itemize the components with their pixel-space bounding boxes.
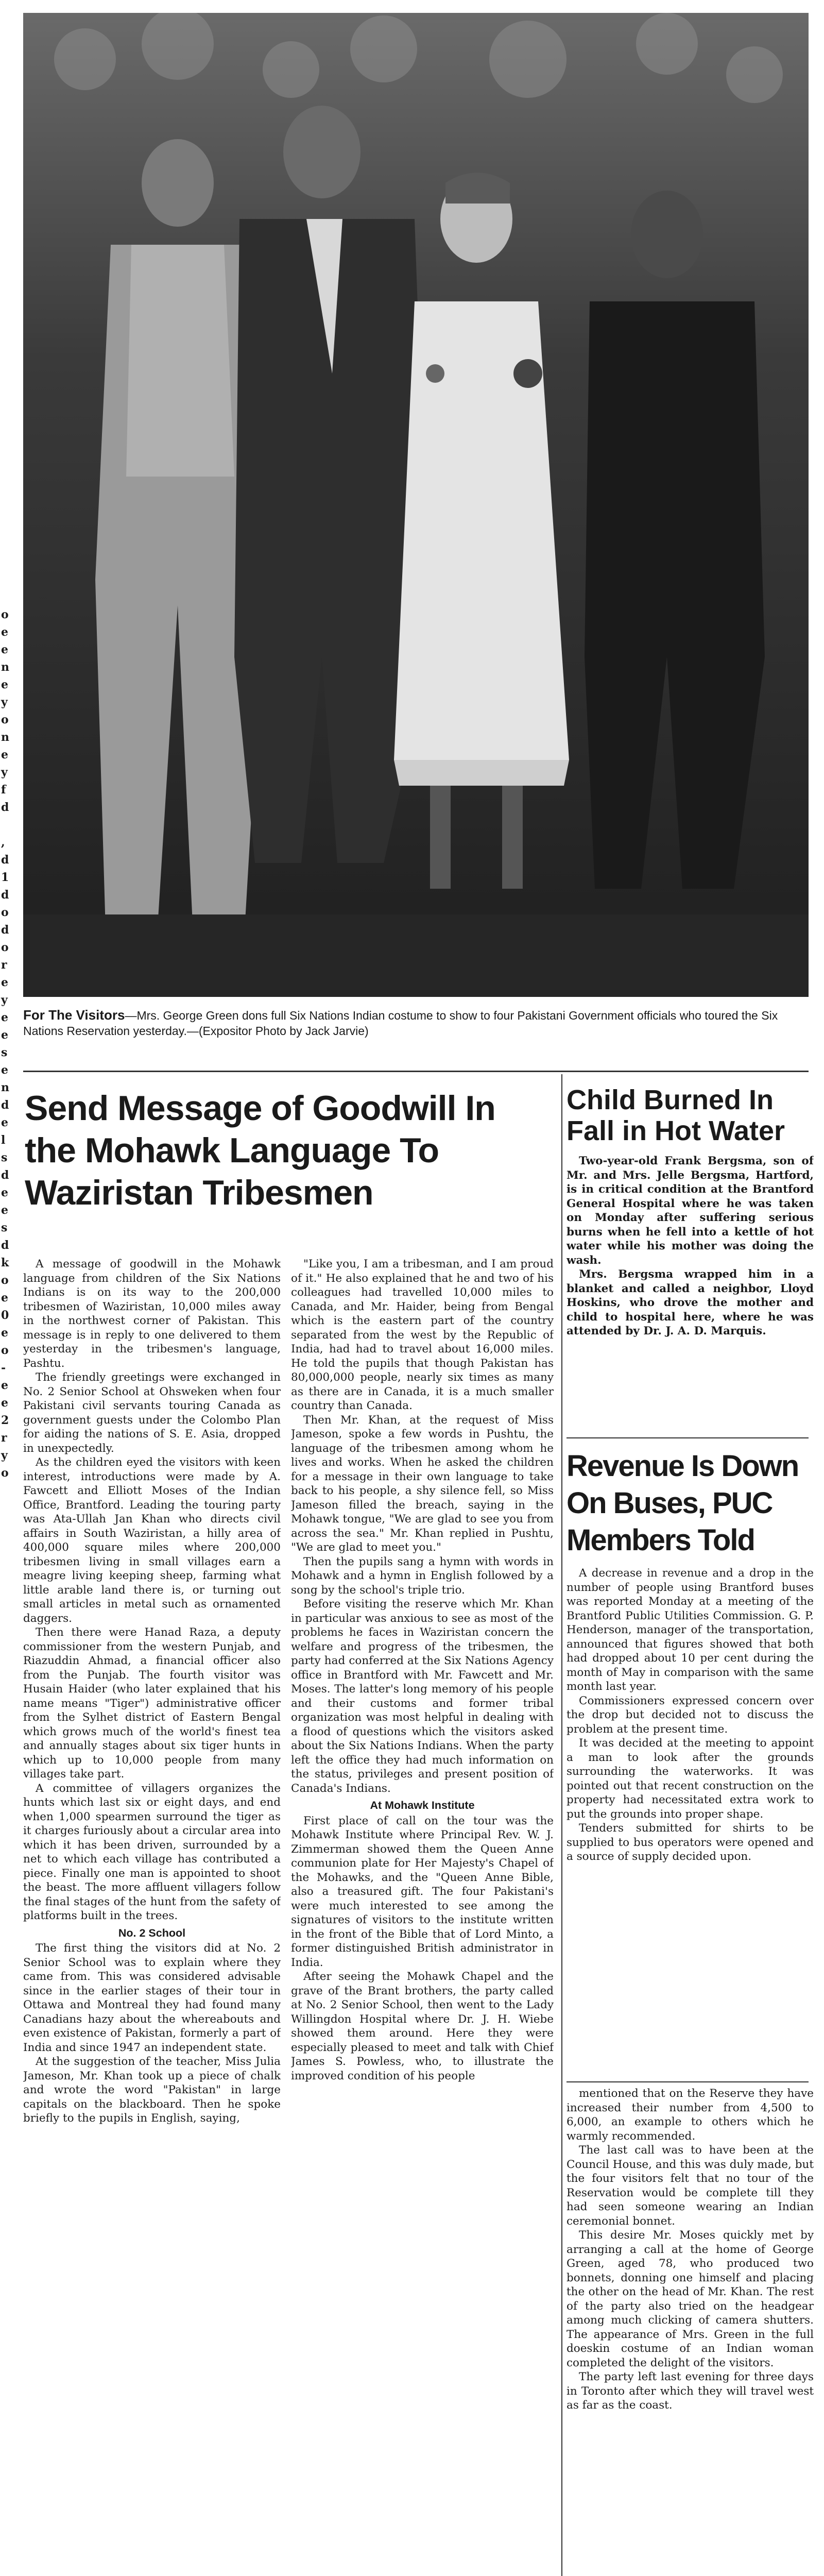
margin-fragment: d bbox=[1, 1098, 9, 1112]
margin-fragment: r bbox=[1, 958, 7, 972]
column-rule bbox=[561, 1074, 562, 2576]
margin-fragment: o bbox=[1, 1466, 9, 1480]
margin-fragment: e bbox=[1, 1028, 8, 1042]
margin-fragment: e bbox=[1, 1396, 8, 1410]
photo-caption bbox=[23, 1007, 809, 1039]
col3-paragraph: The last call was to have been at the Council House, and this was duly made, but the four visitors felt that no tour of the Reservation would be complete till they had seen someone wearing an Indian ceremonial bonnet. bbox=[566, 2144, 814, 2228]
margin-fragment: l bbox=[1, 1133, 6, 1147]
main-article-col2 bbox=[291, 1257, 554, 2576]
margin-fragment: s bbox=[1, 1151, 8, 1164]
revenue-paragraph: Commissioners expressed concern over the drop but decided not to discuss the problem at the present time. bbox=[566, 1694, 814, 1736]
margin-fragment: e bbox=[1, 1186, 8, 1199]
margin-fragment: y bbox=[1, 993, 8, 1007]
main-article-col1 bbox=[23, 1257, 281, 2576]
child-article bbox=[566, 1154, 814, 1463]
left-margin-fragments bbox=[0, 0, 12, 2576]
child-headline: Child Burned In Fall in Hot Water bbox=[566, 1084, 785, 1146]
margin-fragment: e bbox=[1, 678, 8, 691]
margin-fragment: o bbox=[1, 1274, 9, 1287]
margin-fragment: e bbox=[1, 1326, 8, 1340]
margin-fragment: f bbox=[1, 783, 6, 796]
margin-fragment: e bbox=[1, 1291, 8, 1304]
col1-paragraph: A committee of villagers organizes the hunts which last six or eight days, and end when 1,000 spearmen surround the tiger as it charges furiously about a circular area into which it has been driven, surrounded by a net to which each village has contributed a piece. Finally one man is appointed to shoot the beast. The more affluent villagers follow the final stages of the hunt from the safety of platforms built in the trees. bbox=[23, 1782, 281, 1922]
margin-fragment: y bbox=[1, 766, 8, 779]
col1-paragraph: Then there were Hanad Raza, a deputy commissioner from the western Punjab, and Riazuddin Ahmad, a financial officer also from the Punjab. The fourth visitor was Husain Haider (who later explained that his name means "Tiger") administrative officer from the Sylhet district of Eastern Bengal which grows much of the world's finest tea and annually stages about six tiger hunts in which up to 10,000 people from many villages take part. bbox=[23, 1626, 281, 1781]
margin-fragment: - bbox=[1, 1361, 6, 1375]
margin-fragment: e bbox=[1, 1379, 8, 1392]
margin-fragment: e bbox=[1, 976, 8, 989]
revenue-paragraph: It was decided at the meeting to appoint a man to look after the grounds surrounding the waterworks. It was pointed out that recent construction on the property had necessitated extra work to put the grounds into proper shape. bbox=[566, 1737, 814, 1821]
margin-fragment: e bbox=[1, 748, 8, 761]
child-body: Mrs. Bergsma wrapped him in a blanket and called a neighbor, Lloyd Hoskins, who drove the mother and child to hospital here, where he was attended by Dr. J. A. D. Marquis. bbox=[566, 1268, 814, 1337]
col2-paragraph: After seeing the Mohawk Chapel and the grave of the Brant brothers, the party called at No. 2 Senior School, then went to the Lady Willingdon Hospital where Dr. J. H. Wiebe showed them around. Here they were especially pleased to meet and talk with Chief James S. Powless, who, to illustrate the improved condition of his people bbox=[291, 1970, 554, 2082]
col2-paragraph: Then Mr. Khan, at the request of Miss Jameson, spoke a few words in Pushtu, the language of the tribesmen among whom he lives and works. When he asked the children for a message in their own language to take back to his people, a shy silence fell, so Miss Jameson filled the breach, saying in the Mohawk tongue, "We are glad to see you from across the sea." Mr. Khan replied in Pushtu, "We are glad to meet you." bbox=[291, 1413, 554, 1554]
margin-fragment: r bbox=[1, 1431, 7, 1445]
margin-fragment: , bbox=[1, 836, 5, 849]
col2-paragraph: Then the pupils sang a hymn with words in Mohawk and a hymn in English followed by a song by the school's triple trio. bbox=[291, 1555, 554, 1597]
margin-fragment: y bbox=[1, 1449, 8, 1462]
col3-paragraph: This desire Mr. Moses quickly met by arranging a call at the home of George Green, aged 78, who produced two bonnets, donning one himself and placing the other on the head of Mr. Khan. The rest of the party also tried on the headgear among much clicking of camera shutters. The appearance of Mrs. Green in the full doeskin costume of an Indian woman completed the delight of the visitors. bbox=[566, 2229, 814, 2369]
col1-paragraph: At the suggestion of the teacher, Miss Julia Jameson, Mr. Khan took up a piece of chalk and wrote the word "Pakistan" in large capitals on the blackboard. Then he spoke briefly to the pupils in English, saying, bbox=[23, 2055, 281, 2125]
margin-fragment: s bbox=[1, 1046, 8, 1059]
margin-fragment: 0 bbox=[1, 1309, 9, 1322]
main-article-col3 bbox=[566, 2087, 814, 2576]
margin-fragment: y bbox=[1, 696, 8, 709]
photo-illustration bbox=[23, 13, 809, 997]
col3-paragraph: The party left last evening for three days in Toronto after which they will travel west as far as the coast. bbox=[566, 2370, 814, 2412]
child-lead: Two-year-old Frank Bergsma, son of Mr. and Mrs. Jelle Bergsma, Hartford, is in critical condition at the Brantford General Hospital where he was taken on Monday after suffering serious burns when he fell into a kettle of hot water while his mother was doing the wash. bbox=[566, 1155, 814, 1267]
margin-fragment: e bbox=[1, 643, 8, 656]
news-photo bbox=[23, 13, 809, 997]
main-headline: Send Message of Goodwill In the Mohawk Language To Waziristan Tribesmen bbox=[25, 1089, 495, 1212]
child-rule bbox=[566, 1437, 809, 1438]
caption-rule bbox=[23, 1071, 809, 1072]
col2-paragraph: First place of call on the tour was the Mohawk Institute where Principal Rev. W. J. Zimmerman showed them the Queen Anne communion plate for Her Majesty's Chapel of the Mohawks, and the "Queen Anne Bible, also a treasured gift. The four Pakistani's were much interested to see among the signatures of visitors to the institute written in the front of the Bible that of Lord Minto, a former distinguished British administrator in India. bbox=[291, 1814, 554, 1969]
margin-fragment: d bbox=[1, 801, 9, 814]
margin-fragment: s bbox=[1, 1221, 8, 1234]
margin-fragment: e bbox=[1, 1116, 8, 1129]
col2-paragraph: "Like you, I am a tribesman, and I am proud of it." He also explained that he and two of his colleagues had travelled 10,000 miles to Canada, and Mr. Haider, being from Bengal which is the eastern part of the country separated from the west by the Republic of India, had had to travel about 16,000 miles. He told the pupils that though Pakistan has 80,000,000 people, nearly six times as many as there are in Canada, it is a much smaller country than Canada. bbox=[291, 1258, 554, 1412]
subhead-no2-school: No. 2 School bbox=[118, 1926, 186, 1939]
margin-fragment: o bbox=[1, 1344, 9, 1357]
margin-fragment: o bbox=[1, 941, 9, 954]
revenue-paragraph: Tenders submitted for shirts to be supplied to bus operators were opened and a source of supply decided upon. bbox=[566, 1822, 814, 1863]
margin-fragment: d bbox=[1, 923, 9, 937]
margin-fragment: e bbox=[1, 1063, 8, 1077]
margin-fragment: d bbox=[1, 888, 9, 902]
margin-fragment: e bbox=[1, 1011, 8, 1024]
margin-fragment: n bbox=[1, 731, 9, 744]
col2-paragraph: Before visiting the reserve which Mr. Khan in particular was anxious to see as most of the problems he faces in Waziristan concern the welfare and progress of the tribesmen, the party had conferred at the Six Nations Agency office in Brantford with Mr. Fawcett and Mr. Moses. The latter's long memory of his people and their customs and former tribal organization was most helpful in dealing with a flood of questions which the visitors asked about the Six Nations Indians. When the party left the office they had much information on the status, privileges and present position of Canada's Indians. bbox=[291, 1598, 554, 1795]
margin-fragment: d bbox=[1, 1168, 9, 1182]
revenue-paragraph: A decrease in revenue and a drop in the number of people using Brantford buses was reported Monday at a meeting of the Brantford Public Utilities Commission. G. P. Henderson, manager of the transportation, announced that figures showed that both had dropped about 10 per cent during the month of May in comparison with the same month last year. bbox=[566, 1567, 814, 1693]
margin-fragment: d bbox=[1, 1239, 9, 1252]
margin-fragment: e bbox=[1, 625, 8, 639]
revenue-rule bbox=[566, 2081, 809, 2082]
margin-fragment: 1 bbox=[1, 871, 9, 884]
revenue-headline: Revenue Is Down On Buses, PUC Members Told bbox=[566, 1449, 799, 1557]
margin-fragment: k bbox=[1, 1256, 9, 1269]
col1-paragraph: The friendly greetings were exchanged in No. 2 Senior School at Ohsweken when four Pakistani civil servants touring Canada as government guests under the Colombo Plan for aiding the nations of S. E. Asia, dropped in unexpectedly. bbox=[23, 1371, 281, 1455]
margin-fragment: o bbox=[1, 608, 9, 621]
subhead-mohawk-institute: At Mohawk Institute bbox=[370, 1799, 475, 1811]
revenue-article bbox=[566, 1566, 814, 2061]
margin-fragment: n bbox=[1, 660, 9, 674]
margin-fragment: o bbox=[1, 713, 9, 726]
margin-fragment: 2 bbox=[1, 1414, 9, 1427]
margin-fragment: o bbox=[1, 906, 9, 919]
caption-lead: For The Visitors bbox=[23, 1007, 125, 1023]
margin-fragment: n bbox=[1, 1081, 9, 1094]
margin-fragment: e bbox=[1, 1204, 8, 1217]
margin-fragment: d bbox=[1, 853, 9, 867]
caption-text: —Mrs. George Green dons full Six Nations Indian costume to show to four Pakistani Government officials who toured the Six Nations Reservation yesterday.—(Expositor Photo by Jack Jarvie) bbox=[23, 1009, 778, 1038]
col1-paragraph: A message of goodwill in the Mohawk language from children of the Six Nations Indians is on its way to the 200,000 tribesmen of Waziristan, 10,000 miles away in the northwest corner of Pakistan. This message is in reply to one delivered to them yesterday in the tribesmen's language, Pashtu. bbox=[23, 1258, 281, 1370]
col1-paragraph: As the children eyed the visitors with keen interest, introductions were made by A. Fawcett and Elliott Moses of the Indian Office, Brantford. Leading the touring party was Ata-Ullah Jan Khan who directs civil affairs in South Waziristan, a hilly area of 400,000 square miles where 200,000 tribesmen living in small villages earn a meagre living keeping sheep, farming what little arable land there is, or turning out small articles in metal such as ornamented daggers. bbox=[23, 1456, 281, 1625]
col1-paragraph: The first thing the visitors did at No. 2 Senior School was to explain where they came from. This was considered advisable since in the earlier stages of their tour in Ottawa and Montreal they had found many Canadians hazy about the whereabouts and even existence of Pakistan, formerly a part of India and since 1947 an independent state. bbox=[23, 1942, 281, 2054]
col3-paragraph: mentioned that on the Reserve they have increased their number from 4,500 to 6,000, an example to others which he warmly recommended. bbox=[566, 2087, 814, 2143]
